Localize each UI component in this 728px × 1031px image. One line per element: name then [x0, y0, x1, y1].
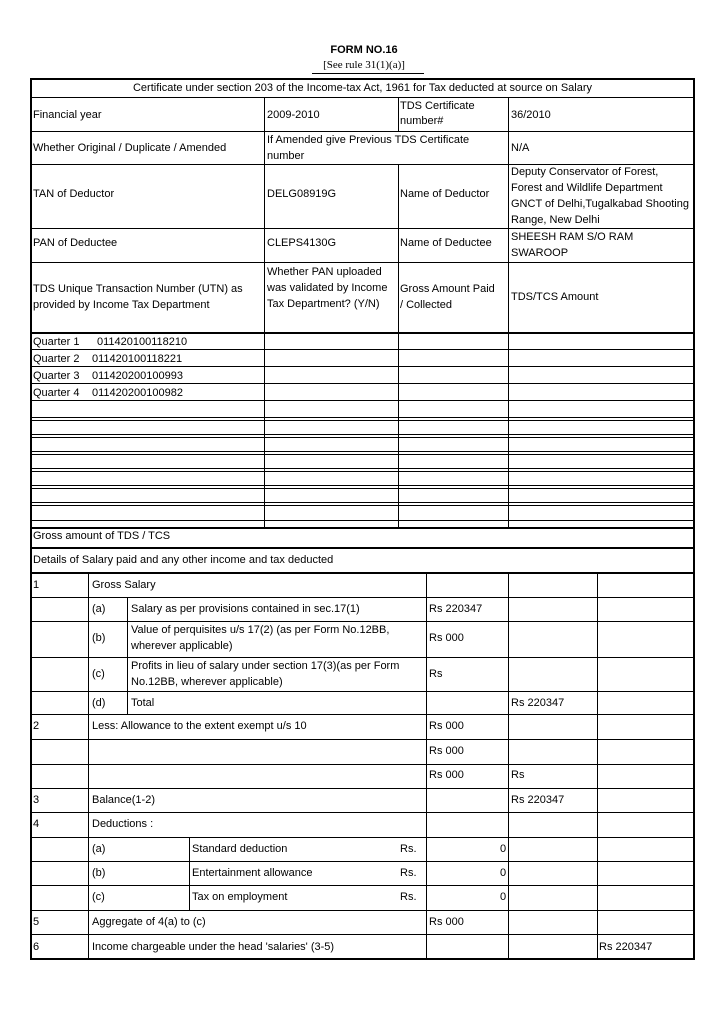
- gross-tds-label: Gross amount of TDS / TCS: [33, 530, 171, 542]
- details-label: Details of Salary paid and any other income and tax deducted: [33, 554, 334, 566]
- rule-underline: [312, 73, 424, 74]
- pan-value: CLEPS4130G: [267, 237, 337, 249]
- row-number: 4: [33, 818, 40, 830]
- deductor-name-label: Name of Deductor: [400, 188, 490, 200]
- tax-on-employment-label: Tax on employment: [192, 891, 288, 903]
- quarter-label: Quarter 2: [33, 353, 80, 365]
- standard-deduction-label: Standard deduction: [192, 843, 288, 855]
- standard-deduction-value: 0: [500, 843, 507, 855]
- sub-code: (b): [92, 632, 106, 644]
- form-title: FORM NO.16: [330, 44, 398, 56]
- deduction-currency: Rs.: [400, 891, 417, 903]
- salary-17-1-value: Rs 220347: [429, 603, 483, 615]
- amended-previous-value: N/A: [511, 142, 530, 154]
- tan-label: TAN of Deductor: [33, 188, 115, 200]
- original-duplicate-label: Whether Original / Duplicate / Amended: [33, 142, 227, 154]
- quarter-label: Quarter 4: [33, 387, 80, 399]
- sub-code: (c): [92, 891, 105, 903]
- aggregate-deductions-value: Rs 000: [429, 916, 464, 928]
- total-value: Rs 220347: [511, 697, 565, 709]
- gross-amount-paid-label: Gross Amount Paid / Collected: [400, 283, 495, 311]
- tan-value: DELG08919G: [267, 188, 337, 200]
- tds-certificate-label: TDS Certificate number#: [400, 100, 475, 127]
- financial-year-label: Financial year: [33, 109, 102, 121]
- row-number: 5: [33, 916, 40, 928]
- row-number: 3: [33, 794, 40, 806]
- quarter-utn: 011420100118210: [97, 336, 188, 348]
- entertainment-allowance-label: Entertainment allowance: [192, 867, 313, 879]
- row-number: 1: [33, 579, 40, 591]
- perquisites-value: Rs 000: [429, 632, 464, 644]
- pan-label: PAN of Deductee: [33, 237, 118, 249]
- entertainment-allowance-value: 0: [500, 867, 507, 879]
- deductions-label: Deductions :: [92, 818, 154, 830]
- financial-year-value: 2009-2010: [267, 109, 320, 121]
- gross-salary-label: Gross Salary: [92, 579, 156, 591]
- balance-value: Rs 220347: [511, 794, 565, 806]
- row-number: 6: [33, 941, 40, 953]
- quarter-utn: 011420200100982: [92, 387, 183, 399]
- aggregate-deductions-label: Aggregate of 4(a) to (c): [92, 916, 206, 928]
- allowance-value: Rs 000: [429, 720, 464, 732]
- sub-code: (d): [92, 697, 106, 709]
- allowance-value: Rs 000: [429, 769, 464, 781]
- tds-certificate-value: 36/2010: [511, 109, 551, 121]
- sub-code: (b): [92, 867, 106, 879]
- amended-previous-label: If Amended give Previous TDS Certificate number: [267, 134, 470, 162]
- income-chargeable-label: Income chargeable under the head 'salaries' (3-5): [92, 941, 335, 953]
- quarter-utn: 011420200100993: [92, 370, 183, 382]
- row-number: 2: [33, 720, 40, 732]
- allowance-total-value: Rs: [511, 769, 525, 781]
- profits-in-lieu-label: Profits in lieu of salary under section 17(3)(as per Form No.12BB, wherever applicable): [131, 660, 400, 688]
- quarter-label: Quarter 1: [33, 336, 80, 348]
- deductee-name-label: Name of Deductee: [400, 237, 492, 249]
- quarter-label: Quarter 3: [33, 370, 80, 382]
- quarter-utn: 011420100118221: [92, 353, 183, 365]
- sub-code: (a): [92, 843, 106, 855]
- certificate-title: Certificate under section 203 of the Income-tax Act, 1961 for Tax deducted at source on Salary: [132, 82, 592, 94]
- rule-reference: [See rule 31(1)(a)]: [323, 59, 405, 71]
- profits-in-lieu-value: Rs: [429, 668, 443, 680]
- balance-label: Balance(1-2): [92, 794, 155, 806]
- total-label: Total: [131, 697, 155, 709]
- allowance-value: Rs 000: [429, 745, 464, 757]
- deduction-currency: Rs.: [400, 843, 417, 855]
- deductee-name-value: SHEESH RAM S/O RAM SWAROOP: [511, 231, 634, 259]
- deductor-name-value: Deputy Conservator of Forest, Forest and Wildlife Department GNCT of Delhi,Tugalkabad Shooting Range, New Delhi: [511, 166, 689, 226]
- tds-amount-label: TDS/TCS Amount: [511, 291, 599, 303]
- sub-code: (c): [92, 668, 105, 680]
- salary-17-1-label: Salary as per provisions contained in sec.17(1): [131, 603, 360, 615]
- deduction-currency: Rs.: [400, 867, 417, 879]
- utn-label: TDS Unique Transaction Number (UTN) as provided by Income Tax Department: [33, 283, 243, 311]
- perquisites-label: Value of perquisites u/s 17(2) (as per Form No.12BB, wherever applicable): [131, 624, 390, 652]
- sub-code: (a): [92, 603, 106, 615]
- pan-validated-label: Whether PAN uploaded was validated by Income Tax Department? (Y/N): [267, 266, 388, 310]
- allowance-exempt-label: Less: Allowance to the extent exempt u/s 10: [92, 720, 307, 732]
- tax-on-employment-value: 0: [500, 891, 507, 903]
- income-chargeable-value: Rs 220347: [599, 941, 653, 953]
